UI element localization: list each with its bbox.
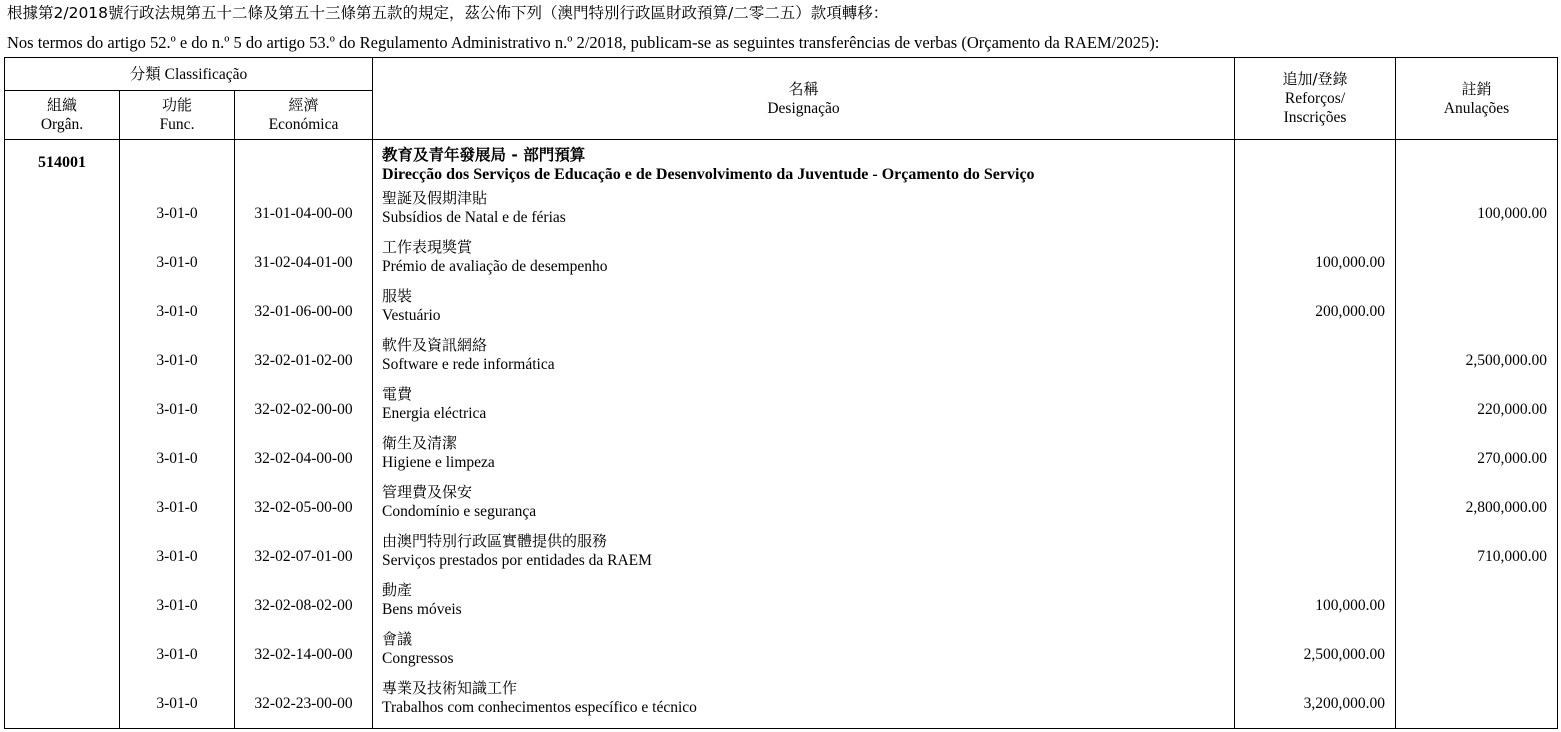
- row-annulment-amount: 2,800,000.00: [1465, 499, 1548, 516]
- row-reinforcement-amount: [1235, 189, 1395, 238]
- row-reinforcement-amount: 2,500,000.00: [1303, 646, 1386, 663]
- row-annulment-amount: [1396, 287, 1557, 336]
- row-annulment-amount: [1396, 238, 1557, 287]
- row-reinforcement-amount: [1235, 532, 1395, 581]
- transfers-table: [4, 57, 1558, 729]
- row-economic-code: 32-02-08-02-00: [254, 597, 353, 614]
- row-annulment-amount: [1396, 679, 1557, 728]
- header-classification-label: 分類 Classificação: [129, 65, 248, 83]
- row-annulment-amount: 710,000.00: [1477, 548, 1548, 565]
- header-economic-pt: Económica: [268, 116, 339, 133]
- row-reinforcement-amount: [1235, 483, 1395, 532]
- header-function-zh: 功能: [161, 96, 192, 114]
- organ-column: [5, 140, 120, 729]
- row-reinforcement-amount: 200,000.00: [1315, 303, 1386, 320]
- header-designation-pt: Designação: [767, 99, 840, 117]
- row-annulment-amount: 220,000.00: [1477, 401, 1548, 418]
- service-heading: [373, 140, 1234, 184]
- service-organ-code: 514001: [38, 154, 86, 171]
- row-designation-zh: 管理費及保安: [382, 483, 473, 501]
- row-economic-code: 32-02-02-00-00: [254, 401, 353, 418]
- row-designation: [373, 184, 1234, 233]
- header-function-pt: Func.: [159, 116, 195, 133]
- reinforcements-column: [1235, 140, 1396, 729]
- header-economic: [235, 91, 373, 140]
- row-designation: [373, 233, 1234, 282]
- row-economic-code: 32-02-23-00-00: [254, 695, 353, 712]
- row-designation-pt: Trabalhos com conhecimentos específico e técnico: [382, 699, 697, 716]
- row-economic-code: 31-01-04-00-00: [254, 205, 353, 222]
- row-function-code: 3-01-0: [156, 548, 198, 565]
- row-designation-pt: Higiene e limpeza: [382, 454, 495, 471]
- row-economic-code: 32-02-05-00-00: [254, 499, 353, 516]
- header-organ-zh: 組織: [46, 96, 77, 114]
- header-organ: [5, 91, 120, 140]
- designation-column-body: [373, 184, 1234, 723]
- economic-column: [235, 140, 373, 729]
- annulments-column: [1396, 140, 1558, 729]
- service-name-pt: Direcção dos Serviços de Educação e de Desenvolvimento da Juventude - Orçamento do Serviço: [382, 166, 1035, 183]
- header-organ-pt: Orgân.: [40, 116, 84, 133]
- row-designation-zh: 工作表現獎賞: [382, 238, 473, 256]
- header-reinforcements-pt1: Reforços/: [1284, 90, 1346, 107]
- row-designation: [373, 478, 1234, 527]
- row-economic-code: 32-01-06-00-00: [254, 303, 353, 320]
- transfers-table-container: [4, 57, 1557, 727]
- row-designation-pt: Software e rede informática: [382, 356, 555, 373]
- row-designation-zh: 動產: [382, 581, 413, 599]
- header-reinforcements-zh: 追加/登錄: [1282, 70, 1348, 88]
- row-reinforcement-amount: 3,200,000.00: [1303, 695, 1386, 712]
- designation-column: [373, 140, 1235, 729]
- service-name-zh: 教育及青年發展局 - 部門預算: [382, 146, 586, 164]
- row-designation: [373, 674, 1234, 723]
- header-annulments: [1396, 58, 1558, 140]
- row-designation-pt: Condomínio e segurança: [382, 503, 537, 520]
- row-function-code: 3-01-0: [156, 695, 198, 712]
- row-reinforcement-amount: 100,000.00: [1315, 254, 1386, 271]
- row-designation-zh: 電費: [382, 385, 413, 403]
- row-annulment-amount: [1396, 581, 1557, 630]
- row-function-code: 3-01-0: [156, 303, 198, 320]
- row-function-code: 3-01-0: [156, 646, 198, 663]
- row-reinforcement-amount: [1235, 434, 1395, 483]
- row-designation: [373, 576, 1234, 625]
- row-designation: [373, 380, 1234, 429]
- economic-column-body: [235, 140, 372, 728]
- header-designation-zh: 名稱: [788, 79, 819, 98]
- row-function-code: 3-01-0: [156, 401, 198, 418]
- row-designation: [373, 527, 1234, 576]
- function-column-body: [120, 140, 234, 728]
- row-economic-code: 32-02-01-02-00: [254, 352, 353, 369]
- header-reinforcements: [1235, 58, 1396, 140]
- intro-chinese: 根據第2/2018號行政法規第五十二條及第五十三條第五款的規定，茲公佈下列（澳門特別行政區財政預算/二零二五）款項轉移：: [7, 4, 889, 22]
- row-annulment-amount: 100,000.00: [1477, 205, 1548, 222]
- row-annulment-amount: 2,500,000.00: [1465, 352, 1548, 369]
- row-designation-zh: 聖誕及假期津貼: [382, 189, 488, 207]
- row-function-code: 3-01-0: [156, 254, 198, 271]
- row-reinforcement-amount: [1235, 336, 1395, 385]
- annulments-column-body: [1396, 140, 1557, 728]
- row-designation-pt: Energia eléctrica: [382, 405, 487, 422]
- row-designation: [373, 282, 1234, 331]
- row-annulment-amount: [1396, 630, 1557, 679]
- row-designation-pt: Prémio de avaliação de desempenho: [382, 258, 608, 275]
- row-function-code: 3-01-0: [156, 597, 198, 614]
- row-reinforcement-amount: 100,000.00: [1315, 597, 1386, 614]
- function-column: [120, 140, 235, 729]
- header-designation: [373, 58, 1235, 140]
- reinforcements-column-body: [1235, 140, 1395, 728]
- row-designation-zh: 軟件及資訊網絡: [382, 336, 488, 354]
- header-economic-zh: 經濟: [288, 96, 319, 114]
- row-designation-pt: Serviços prestados por entidades da RAEM: [382, 552, 652, 569]
- row-designation-pt: Subsídios de Natal e de férias: [382, 209, 566, 226]
- row-economic-code: 32-02-14-00-00: [254, 646, 353, 663]
- row-designation-pt: Vestuário: [382, 307, 441, 324]
- row-designation-zh: 專業及技術知識工作: [382, 679, 518, 697]
- row-economic-code: 31-02-04-01-00: [254, 254, 353, 271]
- header-function: [120, 91, 235, 140]
- row-designation-zh: 衛生及清潔: [382, 434, 458, 452]
- row-function-code: 3-01-0: [156, 352, 198, 369]
- row-designation: [373, 331, 1234, 380]
- row-designation-zh: 由澳門特別行政區實體提供的服務: [382, 532, 608, 550]
- row-economic-code: 32-02-04-00-00: [254, 450, 353, 467]
- row-function-code: 3-01-0: [156, 450, 198, 467]
- header-annulments-zh: 註銷: [1461, 79, 1492, 98]
- row-designation-zh: 服裝: [382, 287, 413, 305]
- row-economic-code: 32-02-07-01-00: [254, 548, 353, 565]
- header-classification: [5, 58, 373, 91]
- row-annulment-amount: 270,000.00: [1477, 450, 1548, 467]
- row-designation: [373, 429, 1234, 478]
- header-annulments-pt: Anulações: [1443, 99, 1510, 117]
- row-designation: [373, 625, 1234, 674]
- row-reinforcement-amount: [1235, 385, 1395, 434]
- row-designation-pt: Bens móveis: [382, 601, 462, 618]
- row-designation-zh: 會議: [382, 630, 413, 648]
- row-designation-pt: Congressos: [382, 650, 454, 667]
- header-reinforcements-pt2: Inscrições: [1283, 109, 1347, 126]
- intro-portuguese: Nos termos do artigo 52.º e do n.º 5 do artigo 53.º do Regulamento Administrativo n.º 2/2018, publicam-se as seguintes transferências de verbas (Orçamento da RAEM/2025):: [7, 33, 1160, 52]
- row-function-code: 3-01-0: [156, 205, 198, 222]
- row-function-code: 3-01-0: [156, 499, 198, 516]
